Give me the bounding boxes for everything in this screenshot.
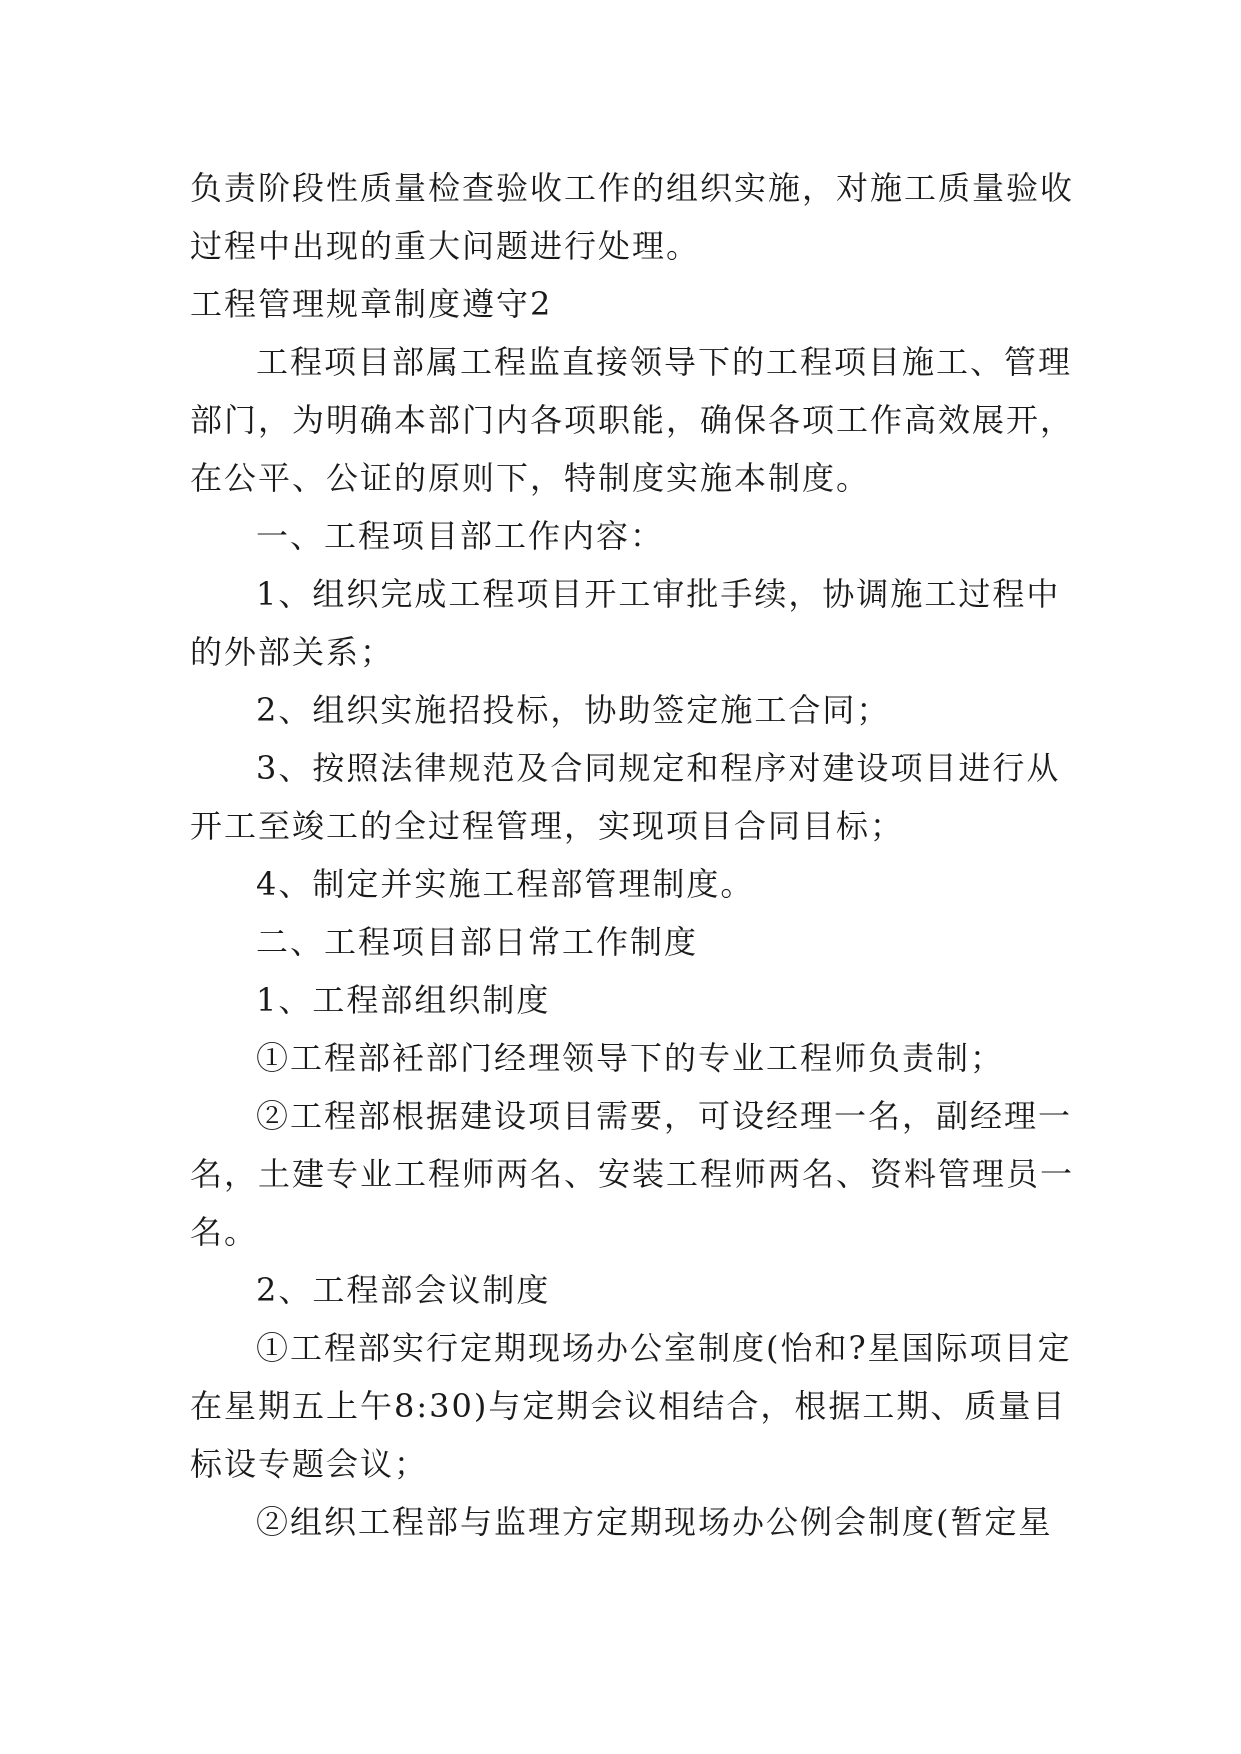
list-item: 2、组织实施招投标，协助签定施工合同； (256, 691, 891, 729)
list-item: ①工程部实行定期现场办公室制度(怡和?星国际项目定 (256, 1329, 1072, 1367)
list-item-continuation: 标设专题会议； (190, 1445, 429, 1483)
paragraph-line: 在公平、公证的原则下，特制度实施本制度。 (190, 459, 871, 497)
section-heading: 工程管理规章制度遵守2 (190, 285, 553, 323)
list-item: ②工程部根据建设项目需要，可设经理一名，副经理一 (256, 1097, 1073, 1135)
paragraph-line: 负责阶段性质量检查验收工作的组织实施，对施工质量验收 (190, 169, 1075, 207)
subheading: 二、工程项目部日常工作制度 (256, 923, 699, 961)
subheading: 一、工程项目部工作内容： (256, 517, 665, 555)
paragraph-line: 过程中出现的重大问题进行处理。 (190, 227, 701, 265)
list-item-continuation: 名，土建专业工程师两名、安装工程师两名、资料管理员一 (190, 1155, 1075, 1193)
list-item: ②组织工程部与监理方定期现场办公例会制度(暂定星 (256, 1503, 1053, 1541)
list-item-continuation: 开工至竣工的全过程管理，实现项目合同目标； (190, 807, 905, 845)
list-item: ①工程部衽部门经理领导下的专业工程师负责制； (256, 1039, 1005, 1077)
paragraph-line: 部门，为明确本部门内各项职能，确保各项工作高效展开， (190, 401, 1075, 439)
list-item-continuation: 的外部关系； (190, 633, 395, 671)
list-item: 3、按照法律规范及合同规定和程序对建设项目进行从 (256, 749, 1061, 787)
list-item: 4、制定并实施工程部管理制度。 (256, 865, 755, 903)
list-item-continuation: 名。 (190, 1213, 259, 1251)
list-item: 2、工程部会议制度 (256, 1271, 551, 1309)
list-item: 1、工程部组织制度 (256, 981, 551, 1019)
paragraph-line: 工程项目部属工程监直接领导下的工程项目施工、管理 (256, 343, 1073, 381)
list-item: 1、组织完成工程项目开工审批手续，协调施工过程中 (256, 575, 1061, 613)
list-item-continuation: 在星期五上午8:30)与定期会议相结合，根据工期、质量目 (190, 1387, 1067, 1425)
